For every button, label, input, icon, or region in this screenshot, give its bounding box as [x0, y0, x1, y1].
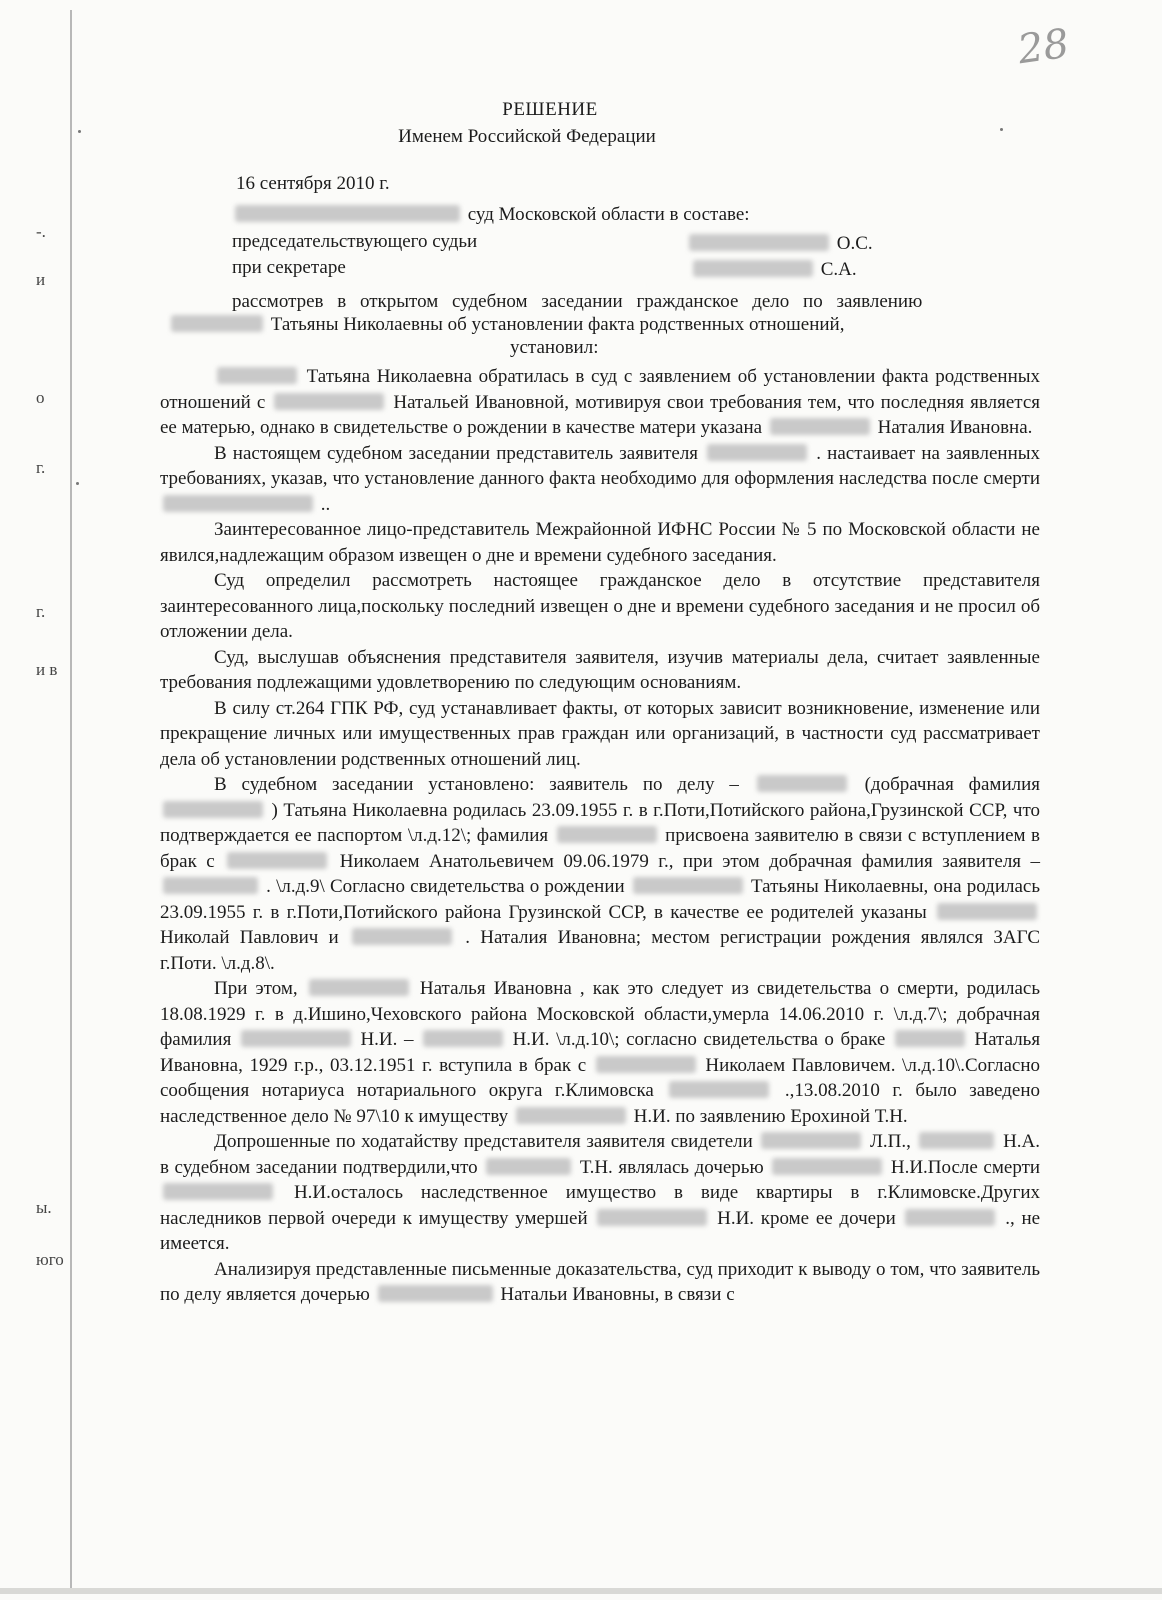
p10-text-b: Натальи Ивановны, в связи с	[500, 1284, 735, 1305]
margin-fragment: о	[36, 388, 45, 407]
paragraph-1	[160, 364, 1040, 441]
paragraph-9	[160, 1129, 1040, 1257]
paragraph-4: Суд определил рассмотреть настоящее гражданское дело в отсутствие представителя заинтересованного лица,поскольку последний извещен о дне и времени судебного заседания и не просил об отложении дела.	[160, 570, 1040, 642]
p10-text-a: Анализируя представленные письменные доказательства, суд приходит к выводу о том, что заявитель по делу является дочерью	[160, 1258, 1040, 1305]
p1-text-b: Натальей Ивановной, мотивируя свои требования тем, что последняя является ее матерью, однако в свидетельстве о рождении в качестве матери указана	[160, 391, 1041, 438]
margin-fragment: и	[36, 270, 46, 289]
redacted-text	[241, 1030, 351, 1047]
case-line-2-text: Татьяны Николаевны об установлении факта родственных отношений,	[270, 314, 845, 335]
p9-text-g: Н.И. кроме ее дочери	[717, 1207, 896, 1229]
decision-date: 16 сентября 2010 г.	[236, 173, 390, 194]
p7-text-f: . \л.д.9\ Согласно свидетельства о рождении	[266, 876, 625, 897]
p8-text-b: Наталья Ивановна , как это следует из свидетельства о смерти, родилась 18.08.1929 г. в д.Ишино,Чеховского района Московской области,умерла 14.06.2010 г. \л.д.7\; добрачная фамилия	[160, 978, 1040, 1050]
decision-body	[160, 364, 1040, 1308]
judge-name	[686, 232, 873, 256]
secretary-name	[690, 258, 857, 282]
redacted-text	[905, 1209, 995, 1226]
p7-text-b: (добрачная фамилия	[864, 774, 1041, 795]
paragraph-6: В силу ст.264 ГПК РФ, суд устанавливает факты, от которых зависит возникновение, изменение или прекращение личных или имущественных прав граждан или организаций, в частности суд рассматривает дела об установлении родственных отношений лиц.	[160, 697, 1040, 770]
redacted-text	[516, 1107, 626, 1124]
p8-text-f: Николаем Павловичем. \л.д.10\.Согласно сообщения нотариуса нотариального округа г.Климовска	[160, 1054, 1041, 1101]
redacted-text	[227, 852, 327, 869]
margin-fragment: г.	[36, 458, 46, 477]
redacted-text	[596, 1056, 696, 1073]
p9-text-a: Допрошенные по ходатайству представителя заявителя свидетели	[214, 1131, 753, 1152]
p8-text-g: .,13.08.2010 г. было заведено наследственное дело № 97\10 к имуществу	[160, 1080, 1040, 1127]
p8-text-c: Н.И. –	[360, 1029, 414, 1050]
handwritten-page-number: 28	[1015, 20, 1072, 74]
redacted-text	[761, 1132, 861, 1149]
p7-text-i: . Наталия Ивановна; местом регистрации рождения являлся ЗАГС г.Поти. \л.д.8\.	[160, 927, 1040, 974]
redacted-text	[163, 495, 313, 512]
p7-text-c: ) Татьяна Николаевна родилась 23.09.1955 г. в г.Поти,Потийского района,Грузинской ССР, что подтверждается ее паспортом \л.д.12\; фамилия	[160, 799, 1040, 846]
p9-text-d: Т.Н. являлась дочерью	[579, 1156, 764, 1178]
case-line-2	[168, 313, 844, 337]
redacted-text	[937, 903, 1037, 920]
paragraph-5: Суд, выслушав объяснения представителя заявителя, изучив материалы дела, считает заявленные требования подлежащими удовлетворению по следующим основаниям.	[160, 646, 1040, 693]
redacted-text	[352, 928, 452, 945]
p8-text-a: При этом,	[214, 978, 298, 999]
redacted-text	[217, 367, 297, 384]
p7-text-g: Татьяны Николаевны, она родилась 23.09.1955 г. в г.Поти,Потийского района Грузинской ССР, в качестве ее родителей указаны	[160, 876, 1041, 923]
paragraph-2	[160, 441, 1040, 518]
court-text: суд Московской области в составе:	[467, 204, 750, 225]
redacted-text	[693, 260, 813, 277]
p2-text-a: В настоящем судебном заседании представитель заявителя	[214, 442, 699, 464]
margin-fragment: ы.	[36, 1198, 52, 1217]
case-line-1: рассмотрев в открытом судебном заседании гражданское дело по заявлению	[232, 291, 923, 312]
document-subtitle: Именем Российской Федерации	[398, 126, 656, 147]
margin-fragment: юго	[36, 1250, 64, 1269]
p9-text-c: Н.А. в судебном заседании подтвердили,что	[160, 1131, 1041, 1178]
established-heading: установил:	[510, 337, 599, 358]
p8-text-e: Наталья Ивановна, 1929 г.р., 03.12.1951 г. вступила в брак с	[160, 1029, 1041, 1076]
redacted-text	[707, 444, 807, 461]
document-title: РЕШЕНИЕ	[502, 99, 598, 120]
redacted-text	[163, 877, 258, 894]
redacted-text	[486, 1158, 571, 1175]
paragraph-8	[160, 976, 1040, 1129]
margin-fragment: -.	[36, 222, 46, 241]
redacted-text	[423, 1030, 503, 1047]
paragraph-10	[160, 1257, 1040, 1308]
p8-text-h: Н.И. по заявлению Ерохиной Т.Н.	[633, 1105, 908, 1127]
p9-text-f: Н.И.осталось наследственное имущество в виде квартиры в г.Климовске.Других наследников первой очереди к имуществу умершей	[160, 1182, 1040, 1229]
secretary-label: при секретаре	[232, 257, 346, 278]
p1-text-a: Татьяна Николаевна обратилась в суд с заявлением об установлении факта родственных отношений с	[160, 366, 1040, 413]
redacted-text	[163, 801, 263, 818]
redacted-text	[309, 979, 409, 996]
p9-text-h: ., не имеется.	[160, 1207, 1041, 1254]
p7-text-e: Николаем Анатольевичем 09.06.1979 г., при этом добрачная фамилия заявителя –	[339, 850, 1041, 872]
p2-text-b: . настаивает на заявленных требованиях, указав, что установление данного факта необходимо для оформления наследства после смерти	[160, 442, 1040, 489]
redacted-text	[378, 1285, 493, 1302]
redacted-text	[163, 1183, 273, 1200]
p8-text-d: Н.И. \л.д.10\; согласно свидетельства о браке	[512, 1029, 886, 1050]
redacted-text	[757, 775, 847, 792]
redacted-text	[919, 1132, 994, 1149]
redacted-text	[633, 877, 743, 894]
redacted-text	[235, 205, 460, 222]
margin-fragment: и в	[36, 660, 58, 679]
paragraph-3: Заинтересованное лицо-представитель Межрайонной ИФНС России № 5 по Московской области не явился,надлежащим образом извещен о дне и времени судебного заседания.	[160, 519, 1040, 566]
court-line	[232, 203, 750, 227]
p9-text-b: Л.П.,	[870, 1131, 911, 1152]
p1-text-c: Наталия Ивановна.	[877, 417, 1033, 438]
redacted-text	[274, 393, 384, 410]
p9-text-e: Н.И.После смерти	[890, 1156, 1041, 1178]
redacted-text	[669, 1081, 769, 1098]
redacted-text	[557, 826, 657, 843]
paragraph-7	[160, 772, 1040, 976]
judge-label: председательствующего судьи	[232, 231, 478, 252]
redacted-text	[689, 234, 829, 251]
secretary-initials: С.А.	[820, 259, 857, 280]
redacted-text	[597, 1209, 707, 1226]
p7-text-a: В судебном заседании установлено: заявитель по делу –	[214, 774, 739, 795]
redacted-text	[171, 315, 263, 332]
margin-fragment: г.	[36, 602, 46, 621]
p2-text-c: ..	[320, 493, 331, 515]
p7-text-d: присвоена заявителю в связи с вступлением в брак с	[160, 825, 1041, 872]
redacted-text	[895, 1030, 965, 1047]
judge-initials: О.С.	[836, 233, 873, 254]
p7-text-h: Николай Павлович и	[160, 927, 339, 948]
redacted-text	[770, 418, 870, 435]
redacted-text	[772, 1158, 882, 1175]
